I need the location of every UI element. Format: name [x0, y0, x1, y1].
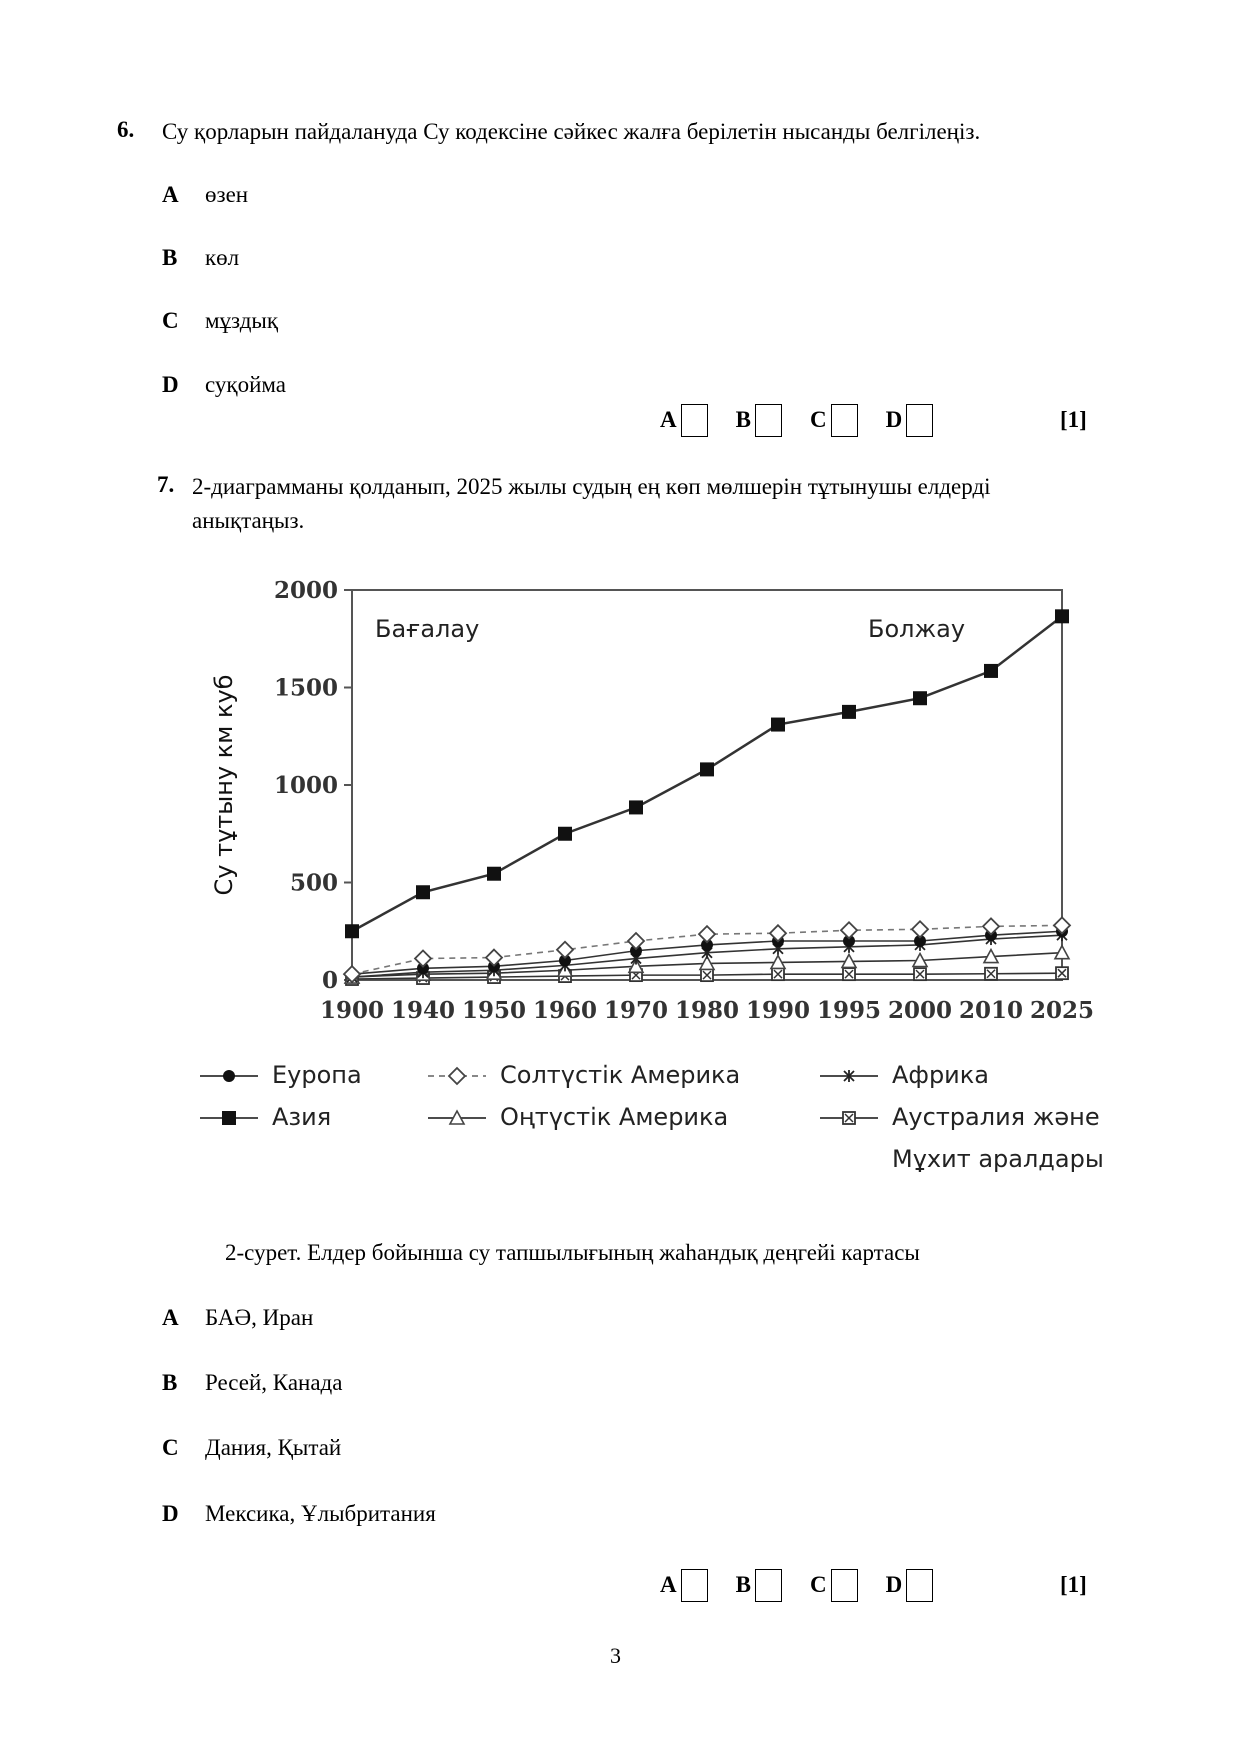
legend-marker-5	[843, 1112, 855, 1124]
series-2-point	[486, 950, 502, 966]
x-tick-label: 2010	[958, 997, 1024, 1024]
legend-label-5: Аустралия және Мұхит аралдары	[892, 1103, 1104, 1173]
series-5-point	[1056, 967, 1068, 979]
x-tick-label: 2000	[887, 997, 953, 1024]
q7-marks: [1]	[1060, 1572, 1087, 1597]
q7-option-d-text: Мексика, Ұлыбритания	[205, 1501, 436, 1526]
q7-option-b-text: Ресей, Канада	[205, 1370, 343, 1395]
series-2-point	[699, 926, 715, 942]
q7-option-a-letter: A	[162, 1305, 179, 1330]
q6-answer-c-label: C	[809, 407, 827, 432]
q6-number: 6.	[117, 117, 135, 142]
series-5-point	[914, 968, 926, 980]
q7-answer-c-label: C	[809, 1572, 827, 1597]
legend-label-2: Солтүстік Америка	[500, 1061, 741, 1089]
x-tick-label: 1995	[816, 997, 882, 1024]
series-5-point	[772, 968, 784, 980]
x-tick-label: 2025	[1029, 997, 1095, 1024]
q7-number: 7.	[157, 472, 175, 497]
q6-option-b-text: көл	[205, 245, 240, 270]
page-number: 3	[610, 1643, 621, 1668]
legend-marker-2	[449, 1068, 465, 1084]
series-1-point	[984, 664, 998, 678]
series-1-point	[700, 762, 714, 776]
q6-option-d-letter: D	[162, 372, 179, 397]
series-2-point	[628, 933, 644, 949]
q7-answer-d-box[interactable]	[906, 1569, 933, 1602]
q7-answer-c-box[interactable]	[831, 1569, 858, 1602]
q7-answer-a-box[interactable]	[681, 1569, 708, 1602]
series-2-point	[912, 921, 928, 937]
series-2-point	[841, 922, 857, 938]
q7-option-a-text: БАӘ, Иран	[205, 1305, 314, 1330]
series-1-point	[771, 718, 785, 732]
series-5-point	[701, 969, 713, 981]
q7-option-b-letter: B	[162, 1370, 178, 1395]
q6-answer-a-label: A	[660, 407, 677, 432]
y-tick-label: 2000	[273, 577, 338, 604]
legend-label-4: Африка	[892, 1061, 989, 1089]
annotation-estimate: Бағалау	[375, 615, 480, 643]
series-1-point	[416, 885, 430, 899]
annotation-forecast: Болжау	[868, 615, 966, 643]
q7-option-d-letter: D	[162, 1501, 179, 1526]
q6-answer-d-box[interactable]	[906, 404, 933, 437]
series-1-point	[1055, 609, 1069, 623]
q6-answer-d-label: D	[885, 407, 903, 432]
q6-option-c-letter: C	[162, 308, 179, 333]
legend-label-0: Еуропа	[272, 1061, 362, 1089]
plot-frame	[352, 590, 1062, 980]
series-1-point	[487, 867, 501, 881]
q7-answer-b-label: B	[735, 1572, 751, 1597]
q6-answer-b-box[interactable]	[755, 404, 782, 437]
q7-answer-b-box[interactable]	[755, 1569, 782, 1602]
series-2-point	[770, 925, 786, 941]
q6-option-b-letter: B	[162, 245, 178, 270]
x-tick-label: 1980	[674, 997, 740, 1024]
q6-answer-a-box[interactable]	[681, 404, 708, 437]
series-1-point	[345, 924, 359, 938]
series-1-point	[558, 827, 572, 841]
q6-answer-c-box[interactable]	[831, 404, 858, 437]
series-1-point	[629, 800, 643, 814]
series-1-point	[913, 691, 927, 705]
y-axis-label: Су тұтыну км куб	[210, 674, 238, 896]
q7-answer-d-label: D	[885, 1572, 903, 1597]
q7-answer-a-label: A	[660, 1572, 677, 1597]
legend-label-1: Азия	[272, 1103, 332, 1131]
q6-option-a-letter: A	[162, 182, 179, 207]
y-tick-label: 500	[289, 869, 338, 897]
series-2-point	[983, 918, 999, 934]
q6-text: Су қорларын пайдалануда Су кодексіне сәйкес жалға берілетін нысанды белгілеңіз.	[162, 119, 981, 144]
series-5-point	[843, 968, 855, 980]
series-1-point	[842, 705, 856, 719]
x-tick-label: 1900	[319, 997, 385, 1024]
y-tick-label: 0	[321, 967, 338, 994]
x-tick-label: 1970	[603, 997, 669, 1024]
q6-marks: [1]	[1060, 407, 1087, 432]
q6-answer-row	[660, 400, 961, 440]
q7-option-c-text: Дания, Қытай	[205, 1435, 342, 1460]
series-5-point	[985, 968, 997, 980]
q7-text-line2: анықтаңыз.	[192, 508, 305, 533]
y-tick-label: 1500	[273, 674, 338, 702]
q7-option-c-letter: C	[162, 1435, 179, 1460]
x-tick-label: 1960	[532, 997, 598, 1024]
legend-marker-0	[223, 1070, 235, 1082]
q6-option-a-text: өзен	[205, 182, 249, 207]
series-2-point	[415, 951, 431, 967]
y-tick-label: 1000	[273, 772, 338, 799]
q7-text-line1: 2-диаграмманы қолданып, 2025 жылы судың ең көп мөлшерін тұтынушы елдерді	[192, 474, 991, 499]
water-consumption-chart	[0, 560, 1241, 1200]
x-tick-label: 1950	[461, 997, 527, 1024]
x-tick-label: 1990	[745, 997, 811, 1024]
legend-marker-1	[222, 1111, 236, 1125]
x-tick-label: 1940	[390, 997, 456, 1024]
q6-option-c-text: мұздық	[205, 308, 279, 333]
series-2-point	[557, 942, 573, 958]
q6-answer-b-label: B	[735, 407, 751, 432]
legend-label-3: Оңтүстік Америка	[500, 1103, 729, 1131]
figure-caption: 2-сурет. Елдер бойынша су тапшылығының жаһандық деңгейі картасы	[225, 1240, 920, 1265]
q7-answer-row	[660, 1565, 961, 1605]
q6-option-d-text: суқойма	[205, 372, 286, 397]
